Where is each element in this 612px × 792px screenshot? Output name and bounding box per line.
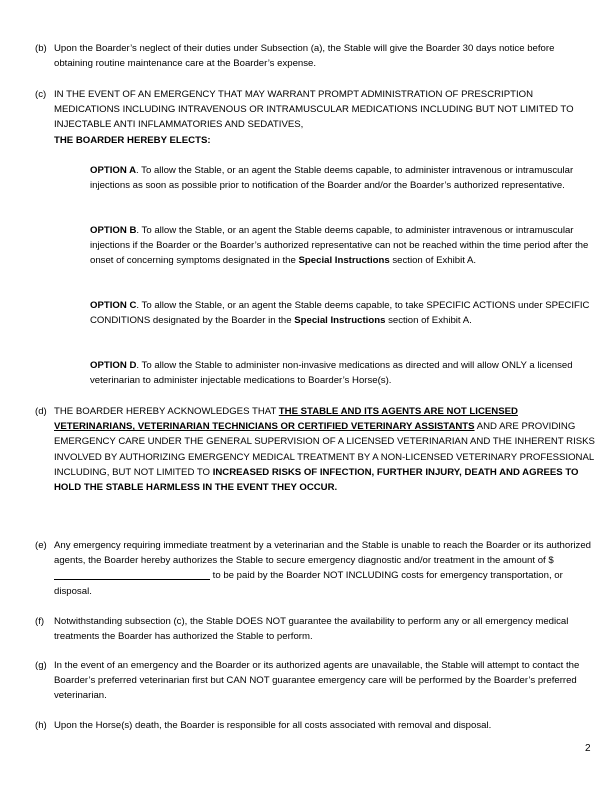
option-c: [90, 298, 595, 328]
clause-d: [35, 404, 595, 495]
not-licensed-disclaimer: THE STABLE AND ITS AGENTS ARE NOT LICENSED VETERINARIANS, VETERINARIAN TECHNICIANS OR CERTIFIED VETERINARY ASSISTANTS: [54, 406, 518, 433]
option-title: OPTION D: [90, 360, 137, 371]
clause-c: [35, 87, 595, 148]
option-text-end: section of Exhibit A.: [389, 255, 477, 267]
clause-text-end: to be paid by the Boarder NOT INCLUDING costs for emergency transportation, or disposal.: [54, 570, 563, 597]
option-a: [90, 163, 595, 193]
clause-label: (e): [35, 540, 47, 551]
clause-f: [35, 614, 595, 644]
option-title: OPTION C: [90, 300, 137, 311]
clause-text: THE BOARDER HEREBY ACKNOWLEDGES THAT: [54, 406, 279, 417]
clause-text: IN THE EVENT OF AN EMERGENCY THAT MAY WARRANT PROMPT ADMINISTRATION OF PRESCRIPTION MEDICATIONS INCLUDING INTRAVENOUS OR INTRAMUSCULAR MEDICATIONS INCLUDING BUT NOT LIMITED TO INJECTABLE ANTI INFLAMMATORIES AND SEDATIVES,: [54, 89, 574, 131]
option-text: . To allow the Stable, or an agent the Stable deems capable, to take SPECIFIC ACTIONS under SPECIFIC CONDITIONS designated by the Boarder in the: [90, 300, 590, 327]
clause-b: [35, 41, 595, 71]
option-title: OPTION B: [90, 225, 137, 236]
clause-label: (d): [35, 406, 47, 417]
special-instructions-ref: Special Instructions: [298, 255, 390, 267]
clause-label: (f): [35, 616, 45, 627]
clause-text: Upon the Boarder’s neglect of their duties under Subsection (a), the Stable will give the Boarder 30 days notice before obtaining routine maintenance care at the Boarder’s expense.: [54, 43, 555, 70]
option-b: [90, 223, 595, 269]
option-d: [90, 358, 595, 388]
clause-text: In the event of an emergency and the Boarder or its authorized agents are unavailable, the Stable will attempt to contact the Boarder’s preferred veterinarian first but CAN NOT guarantee emergency care will be performed by the Boarder’s preferred veterinarian.: [54, 660, 580, 702]
clause-e: [35, 538, 595, 599]
clause-body: [54, 538, 595, 599]
option-text: . To allow the Stable, or an agent the Stable deems capable, to administer intravenous or intramuscular injections if the Boarder or the Boarder’s authorized representative can not be reached within the time period after the onset of concerning symptoms designated in the: [90, 225, 589, 267]
clause-body: [54, 87, 595, 148]
option-title: OPTION A: [90, 165, 137, 176]
clause-text: Notwithstanding subsection (c), the Stable DOES NOT guarantee the availability to perform any or all emergency medical treatments the Boarder has authorized the Stable to perform.: [54, 616, 569, 643]
page-number: 2: [585, 743, 591, 754]
amount-blank-field[interactable]: [54, 568, 210, 580]
clause-h: [35, 718, 595, 733]
clause-label: (h): [35, 720, 47, 731]
boarder-elects-heading: THE BOARDER HEREBY ELECTS:: [54, 134, 211, 146]
option-text-end: section of Exhibit A.: [385, 315, 472, 327]
clause-g: [35, 658, 595, 704]
special-instructions-ref: Special Instructions: [294, 315, 386, 327]
clause-label: (g): [35, 660, 47, 671]
clause-text: Any emergency requiring immediate treatment by a veterinarian and the Stable is unable to reach the Boarder or its authorized agents, the Boarder hereby authorizes the Stable to secure emergency diagnostic and/or treatment in the amount of $: [54, 540, 592, 567]
clause-label: (b): [35, 43, 47, 54]
option-text: . To allow the Stable, or an agent the Stable deems capable, to administer intravenous or intramuscular injections as soon as possible prior to notification of the Boarder and/or the Boarder’s authorized representative.: [90, 165, 574, 192]
clause-label: (c): [35, 89, 47, 100]
option-text: . To allow the Stable to administer non-invasive medications as directed and will allow ONLY a licensed veterinarian to administer injectable medications to Boarder’s Horse(s).: [90, 360, 573, 387]
clause-body: [54, 404, 595, 495]
hold-harmless-statement: INCREASED RISKS OF INFECTION, FURTHER INJURY, DEATH AND AGREES TO HOLD THE STABLE HARMLESS IN THE EVENT THEY OCCUR.: [54, 466, 579, 494]
clause-text: Upon the Horse(s) death, the Boarder is responsible for all costs associated with removal and disposal.: [54, 720, 492, 731]
clause-text-middle: AND ARE PROVIDING EMERGENCY CARE UNDER THE GENERAL SUPERVISION OF A LICENSED VETERINARIAN AND THE INHERENT RISKS INVOLVED BY AUTHORIZING EMERGENCY MEDICAL TREATMENT BY A NON-LICENSED VETERINARY PROFESSIONAL INCLUDING, BUT NOT LIMITED TO: [54, 421, 595, 478]
